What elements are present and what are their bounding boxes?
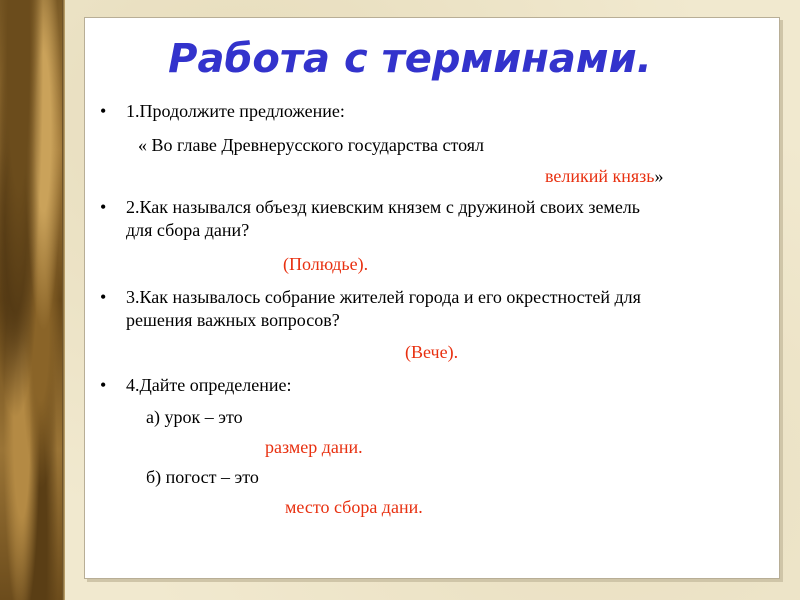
q4-b: б) погост – это [146, 467, 259, 487]
q3-answer: (Вече). [405, 342, 459, 362]
q1-answer: великий князь [545, 166, 655, 186]
q1-answer-line [545, 165, 664, 187]
q2-line1: 2.Как назывался объезд киевским князем с дружиной своих земель [126, 197, 641, 217]
bullet-2: • [100, 197, 107, 217]
q4-a-answer: размер дани. [265, 437, 363, 457]
q3-line1: 3.Как называлось собрание жителей города и его окрестностей для [126, 287, 641, 307]
slide-title: Работа с терминами. [168, 36, 652, 82]
q2-line2: для сбора дани? [126, 220, 250, 240]
q1-text: « Во главе Древнерусского государства стоял [138, 135, 485, 155]
q3-line2: решения важных вопросов? [126, 310, 340, 330]
bullet-1: • [100, 101, 107, 121]
q1-closing-quote: » [654, 166, 664, 186]
q4-a: а) урок – это [146, 407, 243, 427]
q2-answer: (Полюдье). [283, 254, 369, 274]
q4-b-answer: место сбора дани. [285, 497, 423, 517]
q1-label: 1.Продолжите предложение: [126, 101, 345, 121]
q4-label: 4.Дайте определение: [126, 375, 292, 395]
bullet-4: • [100, 375, 107, 395]
bullet-3: • [100, 287, 107, 307]
